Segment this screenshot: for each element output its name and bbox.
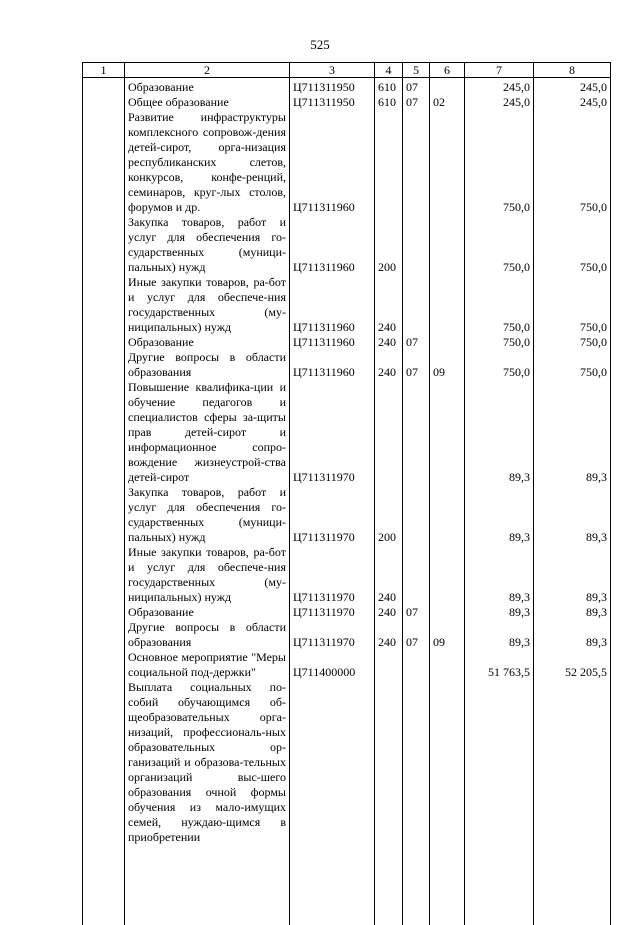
amount-year2-cell: 750,0 (534, 110, 611, 215)
empty-cell (465, 845, 534, 925)
section-cell (403, 650, 430, 680)
amount-year1-cell: 245,0 (465, 95, 534, 110)
amount-year1-cell: 51 763,5 (465, 650, 534, 680)
target-code-cell: Ц711311950 (290, 78, 375, 96)
column-header: 5 (403, 63, 430, 78)
amount-year2-cell: 245,0 (534, 95, 611, 110)
row-number-cell (83, 335, 125, 350)
expense-type-cell: 240 (375, 545, 403, 605)
row-number-cell (83, 78, 125, 96)
expense-type-cell: 240 (375, 605, 403, 620)
target-code-cell: Ц711311970 (290, 545, 375, 605)
subsection-cell (430, 335, 465, 350)
expense-type-cell: 240 (375, 335, 403, 350)
subsection-cell (430, 545, 465, 605)
row-number-cell (83, 350, 125, 380)
item-name-cell: Образование (125, 335, 290, 350)
empty-cell (125, 845, 290, 925)
target-code-cell: Ц711311960 (290, 275, 375, 335)
table-row (83, 650, 611, 680)
amount-year1-cell: 750,0 (465, 110, 534, 215)
expense-type-cell: 610 (375, 95, 403, 110)
item-name-cell: Повышение квалифика-ции и обучение педагогов и специалистов сферы за-щиты прав детей-сирот и информационное сопро-вождение жизнеустрой-ства детей-сирот (125, 380, 290, 485)
item-name-cell: Закупка товаров, работ и услуг для обеспечения го-сударственных (муници-пальных) нужд (125, 215, 290, 275)
target-code-cell: Ц711400000 (290, 650, 375, 680)
table-row (83, 275, 611, 335)
section-cell: 07 (403, 335, 430, 350)
section-cell (403, 680, 430, 845)
column-header: 1 (83, 63, 125, 78)
item-name-cell: Основное мероприятие "Меры социальной под-держки" (125, 650, 290, 680)
amount-year2-cell: 89,3 (534, 485, 611, 545)
expense-type-cell: 240 (375, 620, 403, 650)
amount-year2-cell: 89,3 (534, 620, 611, 650)
amount-year2-cell: 245,0 (534, 78, 611, 96)
expense-type-cell (375, 680, 403, 845)
amount-year1-cell: 89,3 (465, 380, 534, 485)
row-number-cell (83, 95, 125, 110)
amount-year2-cell: 750,0 (534, 275, 611, 335)
subsection-cell (430, 605, 465, 620)
table-body (83, 78, 611, 925)
amount-year2-cell: 89,3 (534, 605, 611, 620)
item-name-cell: Образование (125, 605, 290, 620)
item-name-cell: Иные закупки товаров, ра-бот и услуг для обеспече-ния государственных (му-ниципальных) нужд (125, 545, 290, 605)
section-cell (403, 380, 430, 485)
subsection-cell: 02 (430, 95, 465, 110)
table-row (83, 545, 611, 605)
column-header: 7 (465, 63, 534, 78)
expense-type-cell: 240 (375, 350, 403, 380)
table-row (83, 215, 611, 275)
subsection-cell (430, 680, 465, 845)
expense-type-cell (375, 380, 403, 485)
subsection-cell (430, 485, 465, 545)
empty-cell (375, 845, 403, 925)
subsection-cell (430, 275, 465, 335)
table-row (83, 78, 611, 96)
empty-cell (534, 845, 611, 925)
amount-year2-cell: 750,0 (534, 335, 611, 350)
item-name-cell: Закупка товаров, работ и услуг для обеспечения го-сударственных (муници-пальных) нужд (125, 485, 290, 545)
page-number: 525 (0, 37, 640, 52)
item-name-cell: Другие вопросы в области образования (125, 350, 290, 380)
amount-year1-cell: 89,3 (465, 545, 534, 605)
table-bottom-space (83, 845, 611, 925)
expense-type-cell (375, 650, 403, 680)
amount-year1-cell: 750,0 (465, 335, 534, 350)
section-cell: 07 (403, 78, 430, 96)
column-header: 3 (290, 63, 375, 78)
expense-type-cell: 200 (375, 485, 403, 545)
amount-year1-cell (465, 680, 534, 845)
table-row (83, 680, 611, 845)
amount-year2-cell (534, 680, 611, 845)
amount-year2-cell: 750,0 (534, 350, 611, 380)
row-number-cell (83, 110, 125, 215)
section-cell (403, 215, 430, 275)
row-number-cell (83, 650, 125, 680)
expense-type-cell: 200 (375, 215, 403, 275)
table-row (83, 95, 611, 110)
item-name-cell: Другие вопросы в области образования (125, 620, 290, 650)
amount-year2-cell: 750,0 (534, 215, 611, 275)
item-name-cell: Развитие инфраструктуры комплексного сопровож-дения детей-сирот, орга-низация республиканских слетов, конкурсов, конфе-ренций, семинаров, круг-лых столов, форумов и др. (125, 110, 290, 215)
section-cell: 07 (403, 95, 430, 110)
amount-year1-cell: 750,0 (465, 350, 534, 380)
empty-cell (290, 845, 375, 925)
amount-year1-cell: 245,0 (465, 78, 534, 96)
amount-year1-cell: 89,3 (465, 620, 534, 650)
table-row (83, 110, 611, 215)
subsection-cell (430, 78, 465, 96)
amount-year1-cell: 89,3 (465, 485, 534, 545)
column-header: 4 (375, 63, 403, 78)
empty-cell (403, 845, 430, 925)
table-row (83, 605, 611, 620)
row-number-cell (83, 545, 125, 605)
amount-year1-cell: 750,0 (465, 275, 534, 335)
section-cell: 07 (403, 605, 430, 620)
subsection-cell (430, 650, 465, 680)
section-cell (403, 275, 430, 335)
subsection-cell (430, 110, 465, 215)
target-code-cell: Ц711311970 (290, 605, 375, 620)
subsection-cell: 09 (430, 350, 465, 380)
amount-year2-cell: 89,3 (534, 545, 611, 605)
target-code-cell: Ц711311960 (290, 335, 375, 350)
table-row (83, 380, 611, 485)
empty-cell (83, 845, 125, 925)
expense-type-cell: 610 (375, 78, 403, 96)
empty-cell (430, 845, 465, 925)
target-code-cell: Ц711311960 (290, 350, 375, 380)
amount-year2-cell: 89,3 (534, 380, 611, 485)
column-header: 2 (125, 63, 290, 78)
item-name-cell: Общее образование (125, 95, 290, 110)
row-number-cell (83, 275, 125, 335)
section-cell (403, 485, 430, 545)
target-code-cell: Ц711311970 (290, 620, 375, 650)
amount-year1-cell: 750,0 (465, 215, 534, 275)
row-number-cell (83, 620, 125, 650)
amount-year1-cell: 89,3 (465, 605, 534, 620)
subsection-cell (430, 380, 465, 485)
amount-year2-cell: 52 205,5 (534, 650, 611, 680)
row-number-cell (83, 605, 125, 620)
target-code-cell: Ц711311970 (290, 380, 375, 485)
row-number-cell (83, 485, 125, 545)
item-name-cell: Выплата социальных по-собий обучающимся об-щеобразовательных орга-низаций, профессиональ-ных образовательных ор-ганизаций и образова-тельных организаций выс-шего образования очной формы обучения из мало-имущих семей, нуждаю-щимся в приобретении (125, 680, 290, 845)
row-number-cell (83, 215, 125, 275)
item-name-cell: Иные закупки товаров, ра-бот и услуг для обеспече-ния государственных (му-ниципальных) нужд (125, 275, 290, 335)
target-code-cell: Ц711311960 (290, 110, 375, 215)
target-code-cell (290, 680, 375, 845)
column-header: 8 (534, 63, 611, 78)
section-cell (403, 545, 430, 605)
column-number-row (83, 63, 611, 78)
table-row (83, 620, 611, 650)
target-code-cell: Ц711311960 (290, 215, 375, 275)
row-number-cell (83, 680, 125, 845)
item-name-cell: Образование (125, 78, 290, 96)
subsection-cell (430, 215, 465, 275)
budget-table (82, 62, 611, 925)
column-header: 6 (430, 63, 465, 78)
table-row (83, 350, 611, 380)
section-cell (403, 110, 430, 215)
target-code-cell: Ц711311970 (290, 485, 375, 545)
subsection-cell: 09 (430, 620, 465, 650)
table-row (83, 335, 611, 350)
expense-type-cell (375, 110, 403, 215)
section-cell: 07 (403, 350, 430, 380)
section-cell: 07 (403, 620, 430, 650)
target-code-cell: Ц711311950 (290, 95, 375, 110)
table-row (83, 485, 611, 545)
row-number-cell (83, 380, 125, 485)
expense-type-cell: 240 (375, 275, 403, 335)
